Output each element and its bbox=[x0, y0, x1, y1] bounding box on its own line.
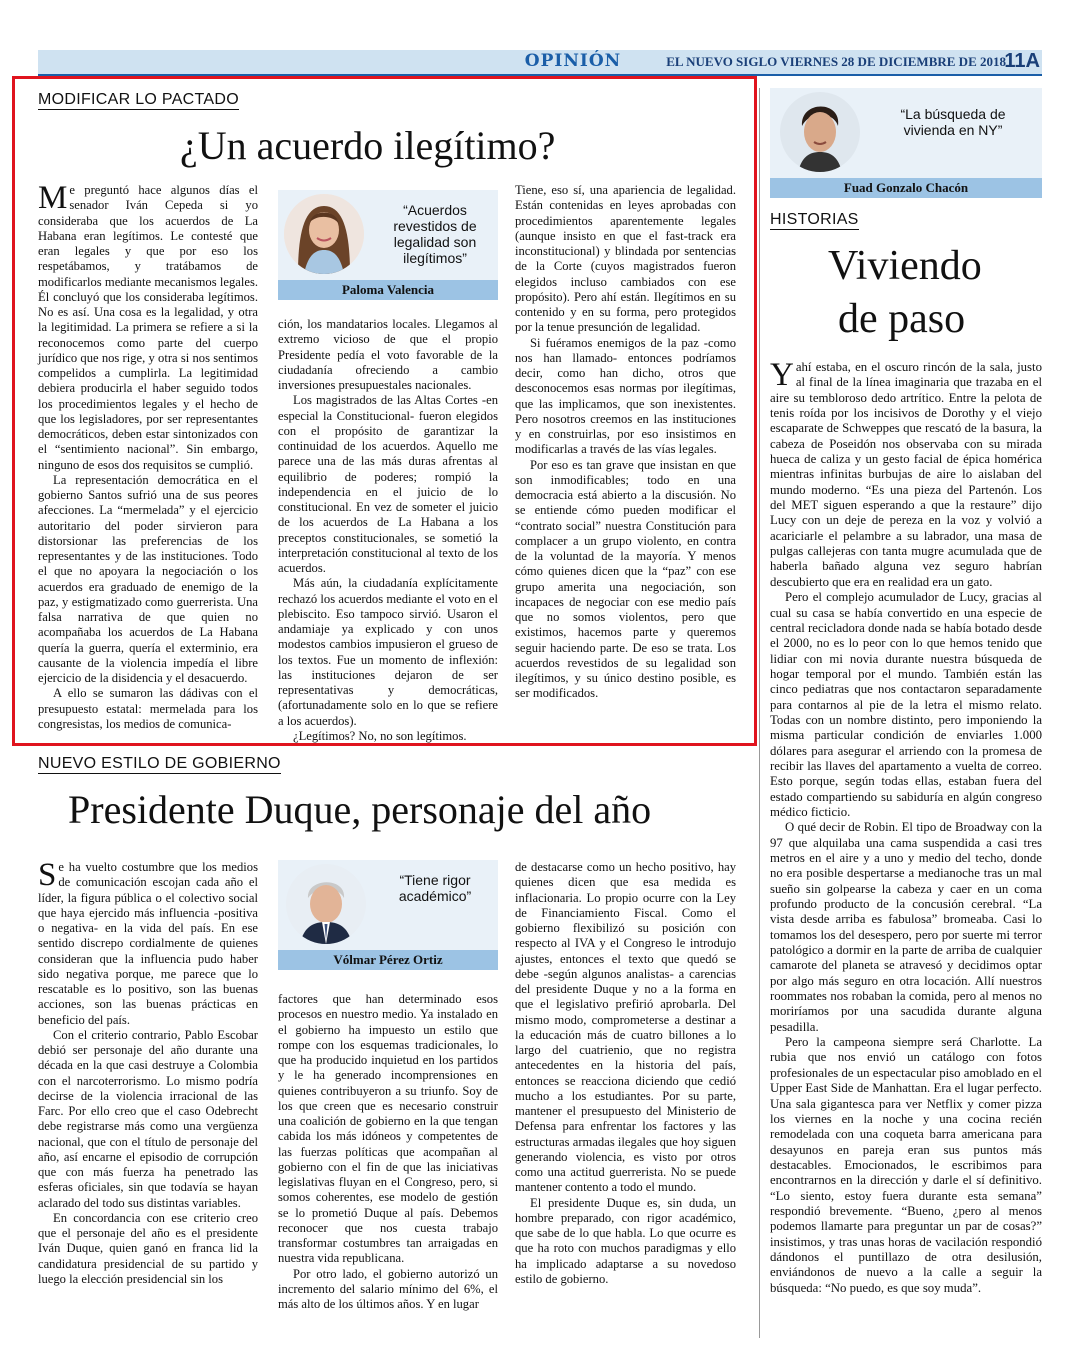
article1-paragraph: Tiene, eso sí, una apariencia de legalidad. Están contenidas en leyes aprobadas con procedimientos aparentemente legales (aunque insisto en que el fast-track era inconstitucional) y blindada por sentencias de la Corte (cuyos magistrados fueron elegidos incluso cambiados con ese propósito). Pero ahí están. Ilegítimos en su contenido y en su forma, pero protegidos por la tenue presunción de legalidad. bbox=[515, 183, 736, 335]
article1-paragraph: Más aún, la ciudadanía explícitamente rechazó los acuerdos mediante el voto en el plebiscito. Eso tampoco sirvió. Usaron el andamiaje ya explicado y con unos modestos cambios impusieron el grueso de los textos. Fue un momento de inflexión: las instituciones dejaron de ser representativas y democráticas, (afortunadamente solo en lo que se refiere a los acuerdos). bbox=[278, 576, 498, 728]
highlight-box bbox=[12, 76, 757, 746]
columnist-portrait bbox=[780, 92, 860, 172]
article1-dropcap: M bbox=[38, 180, 68, 216]
article2-column-2 bbox=[278, 992, 498, 1332]
article1-paragraph: La representación democrática en el gobierno Santos sufrió una de sus peores afecciones. La “mermelada” y el ejercicio autoritario del poder sirvieron para distorsionar las preferencias de los representantes y de las instituciones. Todo el que no apoyara la negociación o los acuerdos era graduado de enemigo de la paz, y estigmatizado como guerrerista. Una falsa narrativa de que quien no acompañaba los acuerdos de La Habana quería la guerra, quería el exterminio, era causante de la violencia impedía el libre ejercicio de la disidencia y el desacuerdo. bbox=[38, 472, 258, 685]
article1-paragraph: ¿Legítimos? No, no son legítimos. bbox=[293, 728, 467, 743]
article3-headline-line2: de paso bbox=[838, 296, 966, 342]
article1-columnist-quote: “Acuerdos revestidos de legalidad son ilegítimos” bbox=[393, 202, 477, 266]
article3-kicker: HISTORIAS bbox=[770, 211, 859, 228]
article3-paragraph: Pero la campeona siempre será Charlotte. La rubia que nos envió un catálogo con fotos profesionales de un espectacular piso amoblado en el Upper East Side de Manhattan. Era el lugar perfecto. Una sala gigantesca para ver Netflix y comer pizza los viernes en la noche y una cocina recién remodelada con una coqueta barra americana para desayunos en pareja eran sus puntos más destacables. Emocionados, le escribimos para encontrarnos en la dirección y darle el sí definitivo. “Lo siento, estoy fuera durante esta semana” respondió brevemente. “Bueno, ¿pero al menos podemos llamarte para preguntar un par de cosas?” insistimos, y tras unas horas de vacilación respondió dándonos el puntillazo de otra desilusión, enviándonos de nuevo a la calle a seguir la búsqueda: “No puedo, es que soy muda”. bbox=[770, 1035, 1042, 1295]
article3-dropcap: Y bbox=[770, 357, 794, 393]
article1-paragraph: Los magistrados de las Altas Cortes -en especial la Constitucional- fueron elegidos con el propósito de garantizar la continuidad de los acuerdos. Aquello me parece una de las más duras afrentas al equilibrio de poderes; rompió la independencia en el juicio de lo constitucional. En vez de someter el juicio de los acuerdos de La Habana a los preceptos constitucionales, se sometió la interpretación constitucional al texto de los acuerdos. bbox=[278, 393, 498, 575]
article1-columnist-name: Paloma Valencia bbox=[278, 280, 498, 300]
article1-kicker: MODIFICAR LO PACTADO bbox=[38, 91, 239, 108]
article2-paragraph: de destacarse como un hecho positivo, hay quienes dicen que esa medida es inflacionaria. Lo propio ocurre con la Ley de Financiamiento Fiscal. Como el gobierno flexibilizó su posición con respecto al IVA y el Congreso le introdujo ajustes, entonces el texto que quedó se debe -según algunos analistas- a carencias del presidente Duque y no a la forma en que el legislativo prefirió aprobarla. Del mismo modo, comprometerse a destinar a la educación más de cuatro billones a lo largo del cuatrienio, que no registra antecedentes en la historia del país, entonces se reacciona diciendo que cedió mucho a los estudiantes. Por su parte, mantener el presupuesto del Ministerio de Defensa para enfrentar los factores y las estructuras armadas ilegales que hoy siguen generando violencia, es visto por otros como una actitud guerrerista. No se puede mantener contento a todo el mundo. bbox=[515, 860, 736, 1195]
paper-date: EL NUEVO SIGLO VIERNES 28 DE DICIEMBRE DE 2018 bbox=[666, 54, 1006, 69]
article2-dropcap: S bbox=[38, 857, 57, 893]
columnist-portrait bbox=[286, 864, 366, 944]
page-number: 11A bbox=[1004, 50, 1040, 72]
article1-headline: ¿Un acuerdo ilegítimo? bbox=[180, 123, 556, 168]
article1-paragraph: Por eso es tan grave que insistan en que son inmodificables; todo en una democracia está abierto a la discusión. No se entiende cómo pueden modificar el “contrato social” nuestra Constitución para complacer a un grupo violento, en contra de la voluntad de la mayoría. Y menos cómo quienes dicen que la “paz” con ese grupo amerita una negociación, son incapaces de negociar con ese medio país que no somos violentos, pero que existimos, hacemos parte y queremos seguir haciendo parte. De eso se trata. Los acuerdos revestidos de su legalidad son ilegítimos, y su único destino posible, es ser modificados. bbox=[515, 457, 736, 701]
article3-paragraph: Pero el complejo acumulador de Lucy, gracias al cual su casa se había convertido en una especie de central recicladora donde nada se había botado desde el 2000, no es lo peor con lo que hemos tenido que lidiar con mi novia durante nuestra búsqueda de hogar temporal por el mundo. También están las cinco pediatras que nos contactaron separadamente para contarnos al pie de la letra el mismo relato. Todas con un nombre distinto, pero imponiendo la misma particular condición de enviarles 1.000 dólares para asegurar el arriendo con la promesa de recibir las llaves del apartamento a vuelta de correo. Esto porque, según todas ellas, estaban fuera del estado compartiendo su sabiduría en algún congreso médico ficticio. bbox=[770, 590, 1042, 819]
article2-column-1 bbox=[38, 857, 258, 1330]
article2-paragraph: Por otro lado, el gobierno autorizó un incremento del salario mínimo del 6%, el más alto de los últimos años. Y en lugar bbox=[278, 1266, 498, 1311]
column-divider bbox=[759, 88, 760, 1338]
article3-columnist-box bbox=[770, 88, 1042, 198]
article2-columnist-box bbox=[278, 860, 498, 970]
article2-paragraph: factores que han determinado esos procesos en nuestro medio. Ya instalado en el gobierno ha impuesto un estilo que rompe con los esquemas tradicionales, lo que ha producido inquietud en los partidos y le ha generado incomprensiones en quienes contribuyeron a su triunfo. Soy de los que creen que es necesario construir una coalición de gobierno en la que tengan cabida los más idóneos y competentes de las fuerzas políticas que acompañan al gobierno con el fin de que las iniciativas legislativas fluyan en el Congreso, pero, si somos coherentes, ese modelo de gestión se lo prometió Duque al país. Debemos reconocer que nos cuesta trabajo transformar costumbres tan arraigadas en nuestra vida republicana. bbox=[278, 992, 498, 1266]
article2-columnist-name: Vólmar Pérez Ortiz bbox=[278, 950, 498, 970]
article2-paragraph: Con el criterio contrario, Pablo Escobar debió ser personaje del año durante una década en la que casi destruye a Colombia con el narcoterrorismo. Lo mismo podría decirse de la violencia irracional de las Farc. Por ello creo que el caso Odebrecht debe registrarse más como una vergüenza nacional, que con el título de personaje del año, así encarne el episodio de corrupción que con más fuerza ha penetrado las esferas oficiales, sin que todavía se hayan aclarado del todo sus distintas variables. bbox=[38, 1027, 258, 1210]
article3-column bbox=[770, 357, 1042, 1340]
article2-columnist-quote: “Tiene rigor académico” bbox=[398, 872, 472, 904]
article1-paragraph: Si fuéramos enemigos de la paz -como nos han llamado- entonces podríamos decir, como han dicho, otros que desconocemos esas normas por ilegítimas, que las implicamos, que son inexistentes. Pero nosotros creemos en las instituciones y en construirlas, por eso insistimos en modificarlas a través de las vías legales. bbox=[515, 335, 736, 457]
article3-columnist-quote: “La búsqueda de vivienda en NY” bbox=[900, 106, 1006, 138]
article1-paragraph: ción, los mandatarios locales. Llegamos al extremo vicioso de que el propio Presidente pedía el voto favorable de la ciudadanía ofreciendo a cambio inversiones presupuestales nacionales. bbox=[278, 317, 498, 392]
article3-paragraph: Yahí estaba, en el oscuro rincón de la sala, justo al final de la línea imaginaria que trazaba en el aire su tembloroso dedo artrítico. Entre la pelota de tenis roída por los incisivos de Dorothy y el viejo escaparate de Schweppes que rescató de la basura, la cabeza de Poseidón nos observaba con su mirada hueca de caliza y un gesto facial de épica homérica mientras infinitas burbujas de aire lo aislaban del mundo moderno. “Es una pieza del Partenón. Los del MET siguen esperando a que la restaure” dijo Lucy con un deje de pereza en la voz y volvió a acariciarle el pelambre a su labrador, una masa de pulgas callejeras con tanta mugre acumulada que de haberla bañado alguna vez seguro habrían descubierto que era en realidad era un gato. bbox=[770, 357, 1042, 589]
article2-paragraph: El presidente Duque es, sin duda, un hombre preparado, con rigor académico, que sabe de lo que habla. Lo que ocurre es que ha roto con muchos paradigmas y ello ha implicado adaptarse a su novedoso estilo de gobierno. bbox=[515, 1195, 736, 1286]
page-header bbox=[38, 50, 1042, 74]
article3-columnist-name: Fuad Gonzalo Chacón bbox=[770, 178, 1042, 198]
article2-paragraph: Se ha vuelto costumbre que los medios de comunicación escojan cada año el líder, la figura pública o el colectivo social que haya ejercido más influencia -positiva o negativa- en la vida del país. En ese sentido discrepo cordialmente de quienes consideran que la influencia pudo haber sido negativa porque, me parece que lo rescatable es lo positivo, son las buenas acciones, son las buenas prácticas en beneficio del país. bbox=[38, 857, 258, 1027]
section-title: OPINIÓN bbox=[524, 51, 622, 71]
article2-headline: Presidente Duque, personaje del año bbox=[68, 787, 652, 832]
article2-kicker: NUEVO ESTILO DE GOBIERNO bbox=[38, 755, 281, 772]
article2-column-3 bbox=[515, 860, 736, 1330]
article1-paragraph: Me preguntó hace algunos días el senador Iván Cepeda si yo consideraba que los acuerdos de La Habana eran legítimos. Le contesté que eran legales y que por eso los respetábamos, y tratábamos de modificarlos mediante mecanismos legales. Él concluyó que los consideraba legítimos. No es así. Una cosa es la legalidad, y otra la legitimidad. La primera se refiere a si la reconocemos como parte del cuerpo jurídico que nos rige, y otra si nos sentimos compelidos a cumplirla. La legitimidad debiera producirla el haber seguido todos los procedimientos legales y el hecho de que los legisladores, por ser representantes democráticos, deben estar sintonizados con el “sentimiento nacional”. Sin embargo, ninguno de esos dos requisitos se cumplió. bbox=[38, 180, 258, 472]
article3-paragraph: O qué decir de Robin. El tipo de Broadway con la 97 que alquilaba una cama suspendida a casi tres metros en el aire y a uno y medio del techo, donde no era posible despertarse a medianoche tras un mal sueño sin golpearse la cabeza y caer en un coma profundo producto de la concusión cerebral. “La vista desde arriba es fabulosa” bromeaba. Casi lo tomamos los del desespero, pero por suerte mi terror patológico a dormir en la parte de arriba de cualquier camarote del planeta se atravesó y decidimos optar por algo más seguro en otra locación. Allí nuestros roommates nos robaban la comida, pero al menos no moriríamos por una sacudida durante alguna pesadilla. bbox=[770, 820, 1042, 1034]
article2-paragraph: En concordancia con ese criterio creo que el personaje del año es el presidente Iván Duque, quien ganó en franca lid la candidatura presidencial de su partido y luego la elección presidencial sin los bbox=[38, 1210, 258, 1286]
article3-headline-line1: Viviendo bbox=[828, 243, 982, 289]
article1-paragraph: A ello se sumaron las dádivas con el presupuesto estatal: mermelada para los congresistas, los medios de comunica- bbox=[38, 686, 258, 731]
